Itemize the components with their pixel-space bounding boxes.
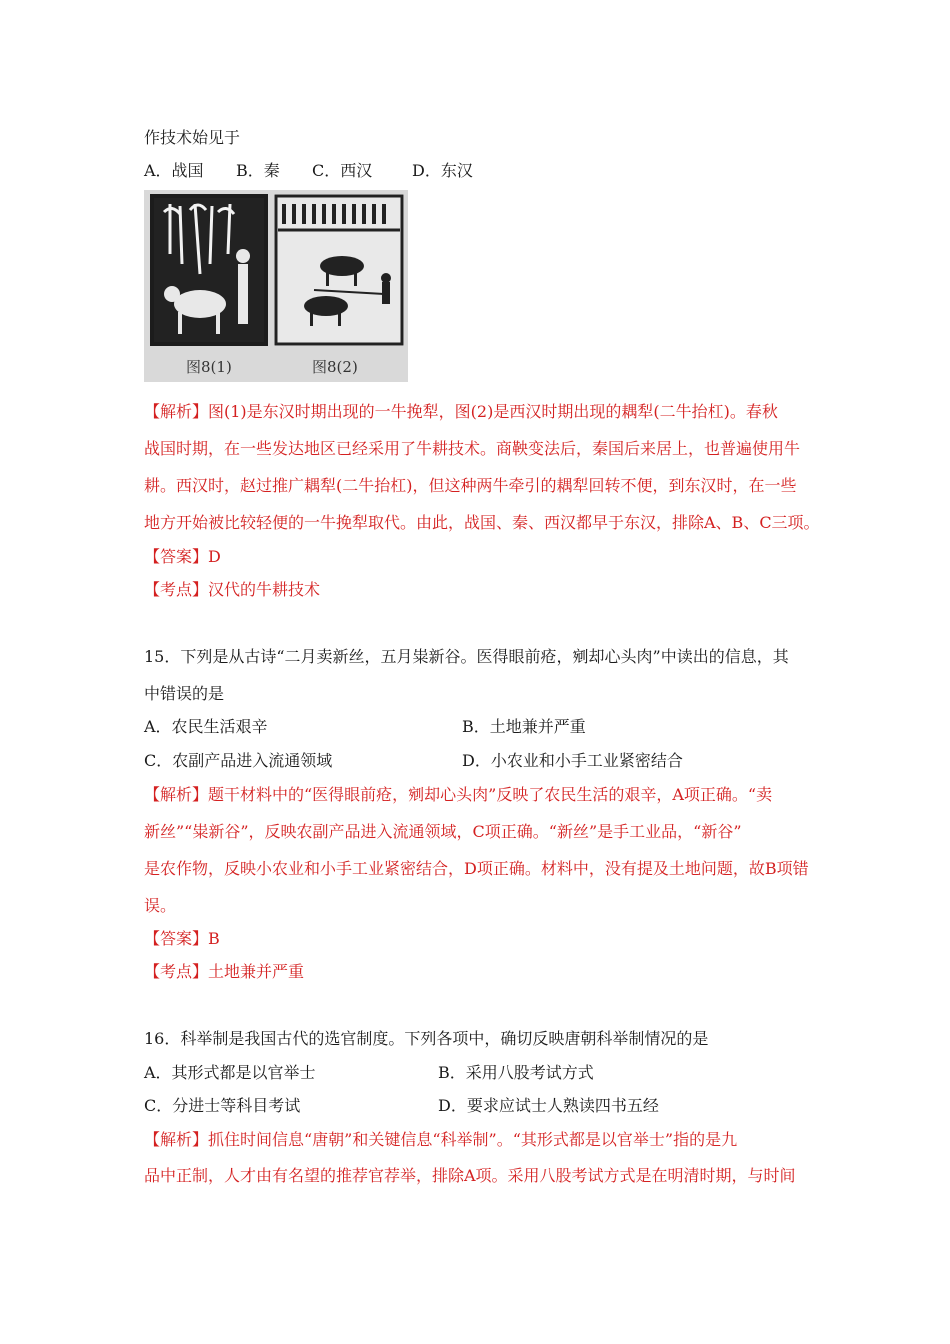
- option-a: A．农民生活艰辛: [144, 717, 268, 736]
- analysis-line: 【解析】图(1)是东汉时期出现的一牛挽犁，图(2)是西汉时期出现的耦犁(二牛抬杠)。春秋: [144, 402, 778, 421]
- analysis-line: 【解析】抓住时间信息“唐朝”和关键信息“科举制”。“其形式都是以官举士”指的是九: [144, 1130, 738, 1149]
- ox-plow-illustration-1: [150, 194, 268, 346]
- option-a: A．其形式都是以官举士: [144, 1063, 316, 1082]
- option-b: B．土地兼并严重: [462, 717, 586, 736]
- option-b: B．秦: [236, 161, 280, 180]
- exam-point: 【考点】土地兼并严重: [144, 962, 305, 981]
- question-stem: 15．下列是从古诗“二月卖新丝，五月粜新谷。医得眼前疮，剜却心头肉”中读出的信息，其: [144, 647, 789, 666]
- analysis-line: 新丝”“粜新谷”，反映农副产品进入流通领域，C项正确。“新丝”是手工业品，“新谷”: [144, 822, 742, 841]
- option-b: B．采用八股考试方式: [438, 1063, 594, 1082]
- analysis-line: 品中正制，人才由有名望的推荐官荐举，排除A项。采用八股考试方式是在明清时期，与时间: [144, 1166, 796, 1185]
- analysis-line: 战国时期，在一些发达地区已经采用了牛耕技术。商鞅变法后，秦国后来居上，也普遍使用牛: [144, 439, 801, 458]
- answer: 【答案】B: [144, 929, 220, 948]
- option-d: D．要求应试士人熟读四书五经: [438, 1096, 659, 1115]
- figure-panel-1: [150, 194, 268, 346]
- figure-caption-1: 图8(1): [186, 358, 232, 376]
- question-stem: 中错误的是: [144, 684, 225, 703]
- option-a: A．战国: [144, 161, 204, 180]
- analysis-line: 地方开始被比较轻便的一牛挽犁取代。由此，战国、秦、西汉都早于东汉，排除A、B、C三项。: [144, 513, 820, 532]
- question-stem: 作技术始见于: [144, 128, 241, 147]
- analysis-line: 耕。西汉时，赵过推广耦犁(二牛抬杠)，但这种两牛牵引的耦犁回转不便，到东汉时，在一些: [144, 476, 797, 495]
- option-d: D．东汉: [412, 161, 473, 180]
- analysis-line: 是农作物，反映小农业和小手工业紧密结合，D项正确。材料中，没有提及土地问题，故B项错: [144, 859, 809, 878]
- ox-plow-illustration-2: [274, 194, 404, 346]
- exam-point: 【考点】汉代的牛耕技术: [144, 580, 321, 599]
- analysis-line: 误。: [144, 896, 177, 915]
- option-c: C．西汉: [312, 161, 373, 180]
- option-c: C．农副产品进入流通领域: [144, 751, 333, 770]
- option-c: C．分进士等科目考试: [144, 1096, 301, 1115]
- answer: 【答案】D: [144, 547, 221, 566]
- figure-caption-2: 图8(2): [312, 358, 358, 376]
- analysis-line: 【解析】题干材料中的“医得眼前疮，剜却心头肉”反映了农民生活的艰辛，A项正确。“卖: [144, 785, 773, 804]
- question-stem: 16．科举制是我国古代的选官制度。下列各项中，确切反映唐朝科举制情况的是: [144, 1029, 709, 1048]
- plowing-figure: [144, 190, 408, 382]
- option-d: D．小农业和小手工业紧密结合: [462, 751, 683, 770]
- figure-panel-2: [274, 194, 404, 346]
